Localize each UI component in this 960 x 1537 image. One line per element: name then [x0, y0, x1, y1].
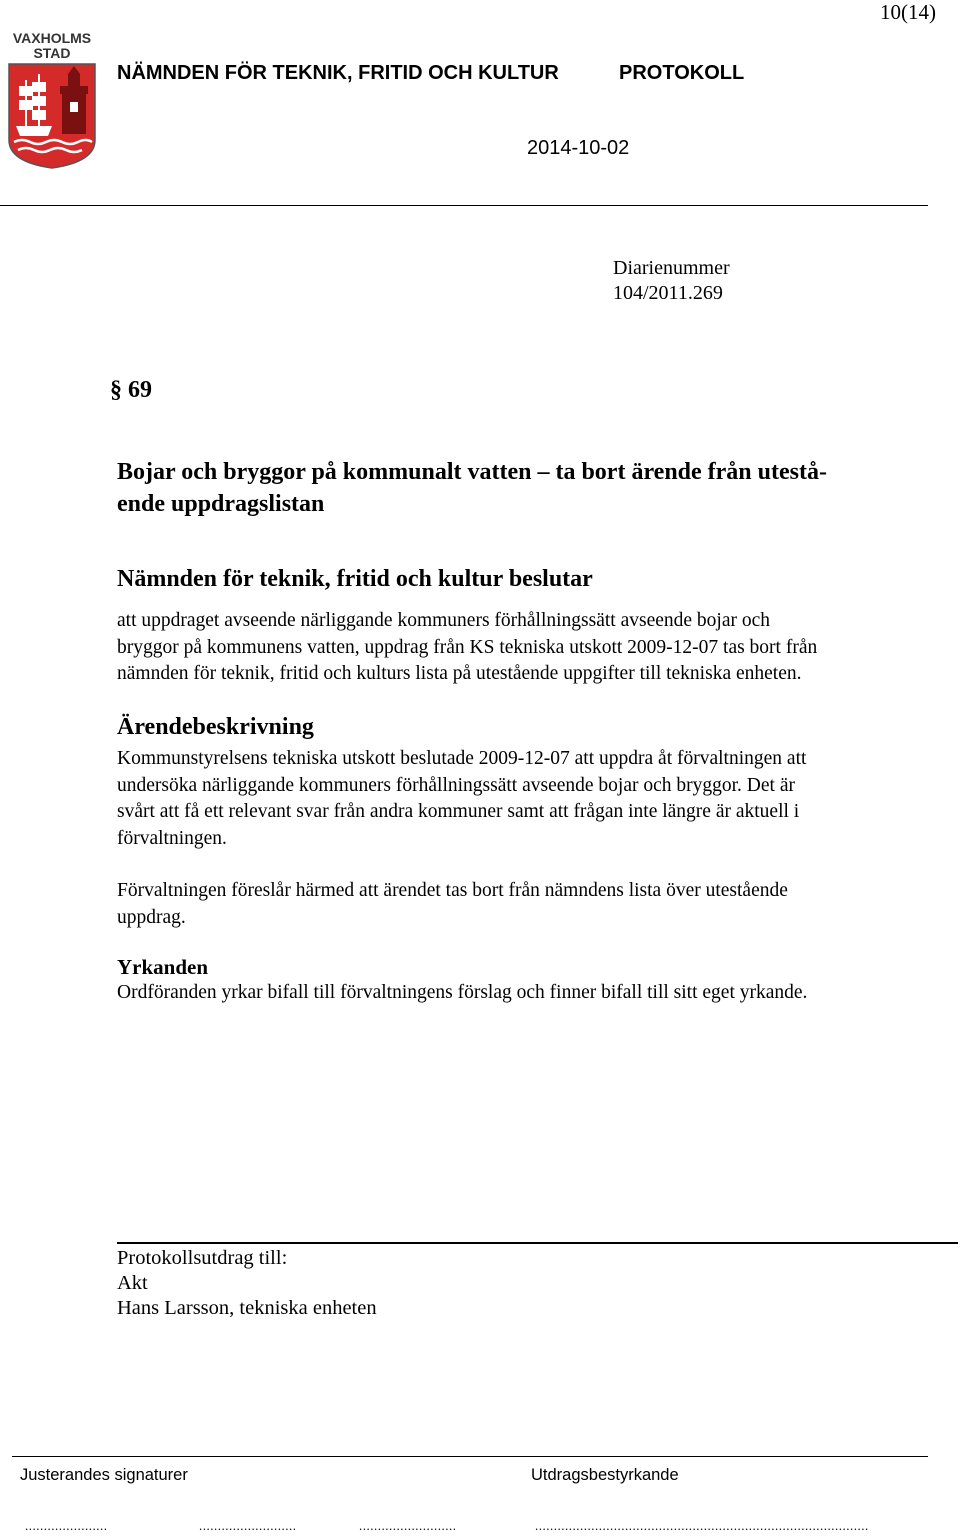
- text-line: Kommunstyrelsens tekniska utskott beslutade 2009-12-07 att uppdra åt förvaltningen att: [117, 748, 807, 769]
- description-paragraph: [117, 746, 806, 852]
- reference-number: 104/2011.269: [613, 282, 723, 304]
- page-title: [117, 456, 827, 520]
- decision-heading: Nämnden för teknik, fritid och kultur beslutar: [117, 566, 593, 592]
- description-heading: Ärendebeskrivning: [117, 714, 314, 740]
- decision-text: [117, 608, 817, 688]
- header-divider: [0, 205, 928, 206]
- motions-text: Ordföranden yrkar bifall till förvaltningens förslag och finner bifall till sitt eget yrkande.: [117, 982, 808, 1003]
- motions-heading: Yrkanden: [117, 955, 209, 979]
- text-line: Förvaltningen föreslår härmed att ärendet tas bort från nämndens lista över utestående: [117, 880, 788, 901]
- signatures-label: Justerandes signaturer: [20, 1466, 188, 1484]
- paragraph-number: § 69: [110, 377, 152, 403]
- text-line: att uppdraget avseende närliggande kommuners förhållningssätt avseende bojar och: [117, 610, 771, 631]
- document-type: PROTOKOLL: [619, 62, 745, 84]
- certification-line: .........................................................................................: [535, 1518, 869, 1533]
- signature-line: ..........................: [199, 1518, 297, 1533]
- organization-name: NÄMNDEN FÖR TEKNIK, FRITID OCH KULTUR: [117, 62, 559, 84]
- text-line: undersöka närliggande kommuners förhållningssätt avseende bojar och bryggor. Det är: [117, 774, 795, 796]
- signature-line: ..........................: [359, 1518, 457, 1533]
- vaxholm-logo: [6, 30, 98, 170]
- certification-label: Utdragsbestyrkande: [531, 1466, 679, 1484]
- distribution-block: [117, 1246, 377, 1321]
- footer-divider: [12, 1456, 928, 1457]
- reference-block: [613, 256, 730, 306]
- description-paragraph: [117, 878, 788, 931]
- title-line: ende uppdragslistan: [117, 491, 325, 517]
- signature-line: ......................: [25, 1518, 108, 1533]
- title-line: Bojar och bryggor på kommunalt vatten – ta bort ärende från utestå-: [117, 459, 827, 485]
- distribution-recipient: Akt: [117, 1272, 148, 1294]
- reference-label: Diarienummer: [613, 257, 730, 279]
- distribution-label: Protokollsutdrag till:: [117, 1247, 288, 1269]
- text-line: nämnden för teknik, fritid och kulturs lista på utestående uppgifter till tekniska enheten.: [117, 663, 802, 684]
- distribution-recipient: Hans Larsson, tekniska enheten: [117, 1297, 377, 1319]
- text-line: förvaltningen.: [117, 827, 227, 849]
- document-date: 2014-10-02: [527, 137, 630, 159]
- logo-text-line2: STAD: [33, 45, 71, 61]
- text-line: uppdrag.: [117, 906, 186, 928]
- page-number: 10(14): [880, 0, 936, 24]
- logo-text-line1: VAXHOLMS: [12, 30, 92, 46]
- distribution-divider: [117, 1242, 958, 1244]
- text-line: svårt att få ett relevant svar från andra kommuner samt att frågan inte längre är aktuell i: [117, 801, 800, 822]
- text-line: bryggor på kommunens vatten, uppdrag från KS tekniska utskott 2009-12-07 tas bort från: [117, 636, 818, 658]
